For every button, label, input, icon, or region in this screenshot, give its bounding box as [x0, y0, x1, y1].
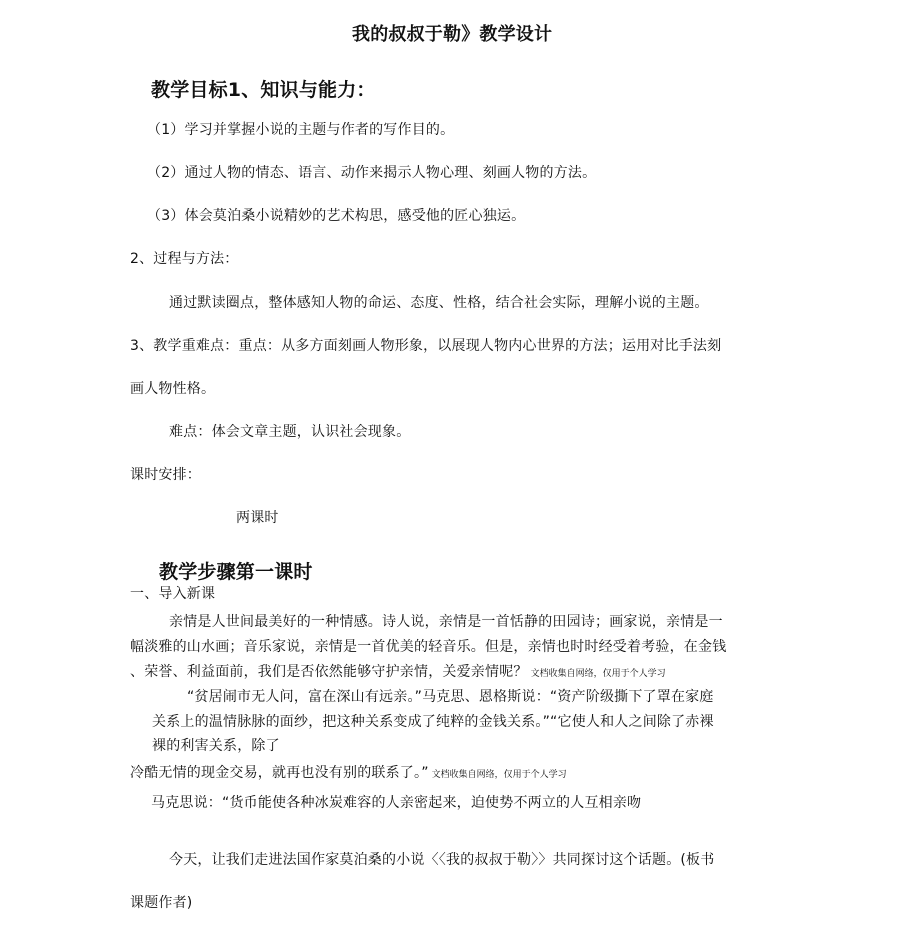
schedule-value: 两课时	[236, 510, 279, 526]
intro-paragraph-line-2: 幅淡雅的山水画；音乐家说，亲情是一首优美的轻音乐。但是，亲情也时时经受着考验，在金钱	[130, 639, 727, 655]
intro-paragraph-line-3	[130, 663, 666, 683]
intro-heading: 一、导入新课	[130, 586, 216, 602]
source-note: 文档收集自网络，仅用于个人学习	[530, 669, 666, 679]
steps-heading: 教学步骤第一课时	[159, 561, 313, 583]
goal-item-2: （2）通过人物的情态、语言、动作来揭示人物心理、刻画人物的方法。	[147, 165, 597, 181]
goal-item-3: （3）体会莫泊桑小说精妙的艺术构思，感受他的匠心独运。	[147, 208, 526, 224]
goal-item-1: （1）学习并掌握小说的主题与作者的写作目的。	[147, 122, 455, 138]
quote-line-3: 裸的利害关系，除了	[152, 738, 280, 754]
process-heading: 2、过程与方法：	[130, 251, 239, 267]
intro-paragraph-line-1: 亲情是人世间最美好的一种情感。诗人说，亲情是一首恬静的田园诗；画家说，亲情是一	[169, 614, 723, 630]
key-points-line-2: 画人物性格。	[130, 381, 216, 397]
source-note: 文档收集自网络，仅用于个人学习	[431, 770, 567, 780]
quote-line-1: “贫居闹市无人问，富在深山有远亲。”马克思、恩格斯说：“资产阶级撕下了罩在家庭	[187, 689, 714, 705]
today-line-2: 课题作者)	[130, 895, 193, 911]
marx-quote: 马克思说：“货币能使各种冰炭难容的人亲密起来，迫使势不两立的人互相亲吻	[151, 795, 642, 811]
today-line-1: 今天，让我们走进法国作家莫泊桑的小说〈〈我的叔叔于勒〉〉共同探讨这个话题。(板书	[169, 852, 715, 868]
intro-paragraph-text: 、荣誉、利益面前，我们是否依然能够守护亲情，关爱亲情呢？	[130, 664, 528, 680]
difficult-points: 难点：体会文章主题，认识社会现象。	[169, 424, 411, 440]
quote-line-4	[130, 764, 567, 784]
process-text: 通过默读圈点，整体感知人物的命运、态度、性格，结合社会实际，理解小说的主题。	[169, 295, 709, 311]
quote-line-2: 关系上的温情脉脉的面纱，把这种关系变成了纯粹的金钱关系。”“它使人和人之间除了赤裸	[152, 714, 714, 730]
schedule-heading: 课时安排：	[130, 467, 201, 483]
key-points-line-1: 3、教学重难点：重点：从多方面刻画人物形象，以展现人物内心世界的方法；运用对比手法刻	[130, 338, 722, 354]
quote-text: 冷酷无情的现金交易，就再也没有别的联系了。”	[130, 765, 429, 781]
page-title: 我的叔叔于勒》教学设计	[352, 24, 553, 45]
goals-heading: 教学目标1、知识与能力：	[151, 79, 376, 101]
